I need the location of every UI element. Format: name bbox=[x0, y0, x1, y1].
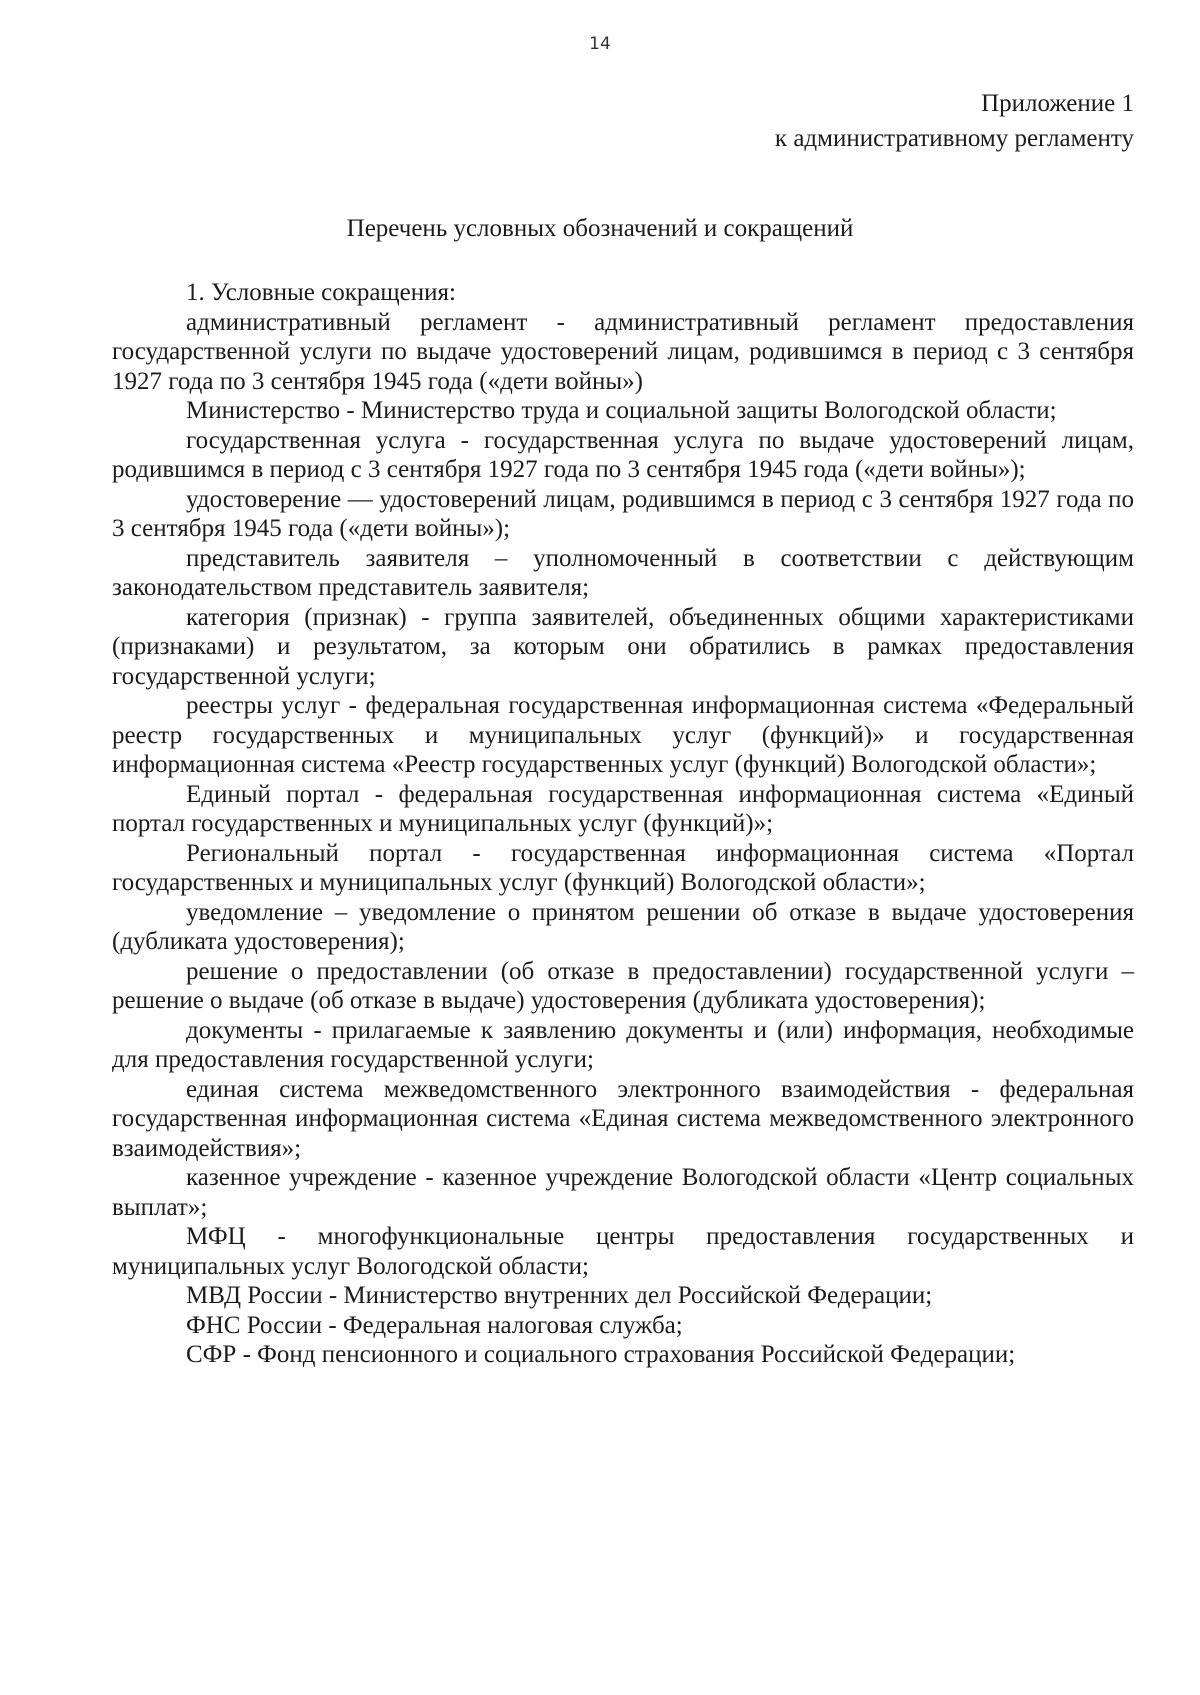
definition-paragraph: уведомление – уведомление о принятом решении об отказе в выдаче удостоверения (дубликата удостоверения); bbox=[112, 898, 1134, 955]
document-title: Перечень условных обозначений и сокращений bbox=[346, 215, 854, 242]
document-body bbox=[112, 278, 1134, 1370]
definition-paragraph: Министерство - Министерство труда и социальной защиты Вологодской области; bbox=[186, 397, 1057, 424]
definition-paragraph: решение о предоставлении (об отказе в предоставлении) государственной услуги – решение о выдаче (об отказе в выдаче) удостоверения (дубликата удостоверения); bbox=[112, 957, 1134, 1014]
definition-paragraph: СФР - Фонд пенсионного и социального страхования Российской Федерации; bbox=[186, 1341, 1016, 1368]
definition-paragraph: МВД России - Министерство внутренних дел Российской Федерации; bbox=[186, 1282, 933, 1309]
definition-paragraph: ФНС России - Федеральная налоговая служба; bbox=[186, 1311, 683, 1339]
section-heading: 1. Условные сокращения: bbox=[186, 279, 456, 306]
definition-paragraph: государственная услуга - государственная услуга по выдаче удостоверений лицам, родившимся в период с 3 сентября 1927 года по 3 сентября 1945 года («дети войны»); bbox=[112, 426, 1134, 483]
definition-paragraph: представитель заявителя – уполномоченный в соответствии с действующим законодательством представитель заявителя; bbox=[112, 544, 1134, 601]
definition-paragraph: документы - прилагаемые к заявлению документы и (или) информация, необходимые для предоставления государственной услуги; bbox=[112, 1016, 1134, 1073]
definition-paragraph: категория (признак) - группа заявителей, объединенных общими характеристиками (признаками) и результатом, за которым они обратились в рамках предоставления государственной услуги; bbox=[112, 603, 1134, 690]
definition-paragraph: административный регламент - административный регламент предоставления государственной услуги по выдаче удостоверений лицам, родившимся в период с 3 сентября 1927 года по 3 сентября 1945 года («дети войны») bbox=[112, 308, 1134, 395]
definition-paragraph: казенное учреждение - казенное учреждение Вологодской области «Центр социальных выплат»; bbox=[112, 1164, 1134, 1221]
definition-paragraph: реестры услуг - федеральная государственная информационная система «Федеральный реестр государственных и муниципальных услуг (функций)» и государственная информационная система «Реестр государственных услуг (функций) Вологодской области»; bbox=[112, 692, 1134, 778]
definition-paragraph: единая система межведомственного электронного взаимодействия - федеральная государственная информационная система «Единая система межведомственного электронного взаимодействия»; bbox=[112, 1075, 1134, 1162]
appendix-header bbox=[775, 86, 1134, 156]
appendix-line-1: Приложение 1 bbox=[981, 90, 1134, 117]
definition-paragraph: Региональный портал - государственная информационная система «Портал государственных и муниципальных услуг (функций) Вологодской области»; bbox=[112, 839, 1134, 896]
appendix-line-2: к административному регламенту bbox=[774, 125, 1134, 152]
definition-paragraph: МФЦ - многофункциональные центры предоставления государственных и муниципальных услуг Вологодской области; bbox=[112, 1223, 1134, 1280]
definition-paragraph: удостоверение — удостоверений лицам, родившимся в период с 3 сентября 1927 года по 3 сентября 1945 года («дети войны»); bbox=[112, 485, 1134, 542]
definition-paragraph: Единый портал - федеральная государственная информационная система «Единый портал государственных и муниципальных услуг (функций)»; bbox=[112, 780, 1134, 837]
page-number: 14 bbox=[589, 34, 611, 54]
